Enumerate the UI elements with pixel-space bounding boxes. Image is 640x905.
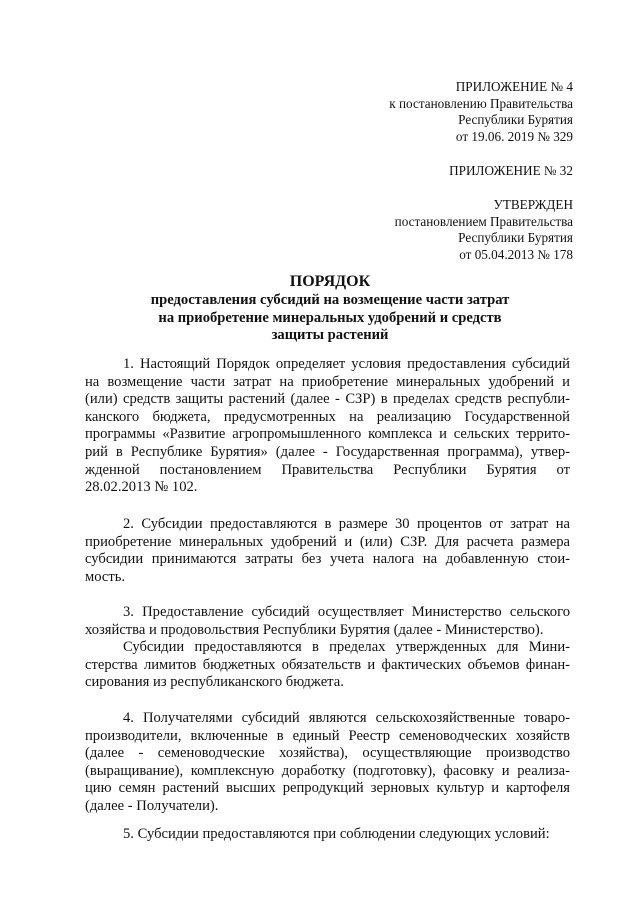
text-line: цию семян растений высших репродукций зерновых культур и картофеля (85, 780, 570, 797)
text-line: 2. Субсидии предоставляются в размере 30 процентов от затрат на (123, 516, 570, 532)
text-line: на возмещение части затрат на приобретение минеральных удобрений и (85, 373, 570, 390)
paragraph-3b (85, 639, 570, 692)
text-line: программы «Развитие агропромышленного комплекса и сельских террито- (85, 426, 570, 443)
text-line: 28.02.2013 № 102. (85, 479, 198, 496)
text-line: Субсидии предоставляются в пределах утвержденных для Мини- (123, 639, 570, 655)
approved-line: от 05.04.2013 № 178 (459, 246, 573, 262)
paragraph-4 (85, 710, 570, 816)
appendix-4-line: Республики Бурятия (458, 112, 573, 127)
appendix-4-line: ПРИЛОЖЕНИЕ № 4 (455, 79, 573, 94)
subtitle-line: предоставления субсидий на возмещение части затрат (150, 292, 510, 308)
text-line: сирования из республиканского бюджета. (85, 674, 344, 691)
text-line: 3. Предоставление субсидий осуществляет Министерство сельского (123, 604, 570, 620)
text-line: жденной постановлением Правительства Республики Бурятия от (85, 461, 570, 478)
document-title: ПОРЯДОК (289, 273, 371, 290)
approved-line: УТВЕРЖДЕН (493, 197, 573, 212)
paragraph-3 (85, 604, 570, 639)
document-subtitle (90, 292, 570, 345)
appendix-4-line: к постановлению Правительства (389, 95, 573, 111)
text-line: (далее - Получатели). (85, 797, 219, 814)
text-line: (выращивание), комплексную доработку (подготовку), фасовку и реализа- (85, 762, 570, 779)
text-line: 4. Получателями субсидий являются сельскохозяйственные товаро- (123, 710, 570, 726)
text-line: канского бюджета, предусмотренных на реализацию Государственной (85, 408, 570, 425)
text-line: рий в Республике Бурятия» (далее - Государственная программа), утвер- (85, 443, 570, 460)
text-line: хозяйства и продовольствия Республики Бурятия (далее - Министерство). (85, 621, 544, 638)
text-line: 1. Настоящий Порядок определяет условия предоставления субсидий (123, 356, 570, 372)
text-line: субсидии принимаются затраты без учета налога на добавленную стои- (85, 551, 570, 568)
text-line: (или) средств защиты растений (далее - СЗР) в пределах средств республи- (85, 391, 570, 408)
paragraph-1 (85, 356, 570, 497)
paragraph-2 (85, 516, 570, 586)
text-line: мость. (85, 568, 126, 585)
appendix-4-line: от 19.06. 2019 № 329 (455, 128, 573, 144)
appendix-32-header (449, 163, 573, 180)
approved-line: Республики Бурятия (458, 230, 573, 245)
text-line: (далее - семеноводческие хозяйства), осуществляющие производство (85, 745, 570, 762)
subtitle-line: на приобретение минеральных удобрений и средств (158, 309, 502, 326)
paragraph-5 (85, 826, 570, 844)
text-line: стерства лимитов бюджетных обязательств и фактических объемов финан- (85, 656, 570, 673)
text-line: производители, включенные в единый Реестр семеноводческих хозяйств (85, 727, 570, 744)
approved-header (395, 197, 573, 263)
subtitle-line: защиты растений (271, 327, 389, 343)
text-line: 5. Субсидии предоставляются при соблюдении следующих условий: (123, 826, 550, 842)
text-line: приобретение минеральных удобрений и (или) СЗР. Для расчета размера (85, 533, 570, 550)
appendix-4-header (389, 79, 573, 145)
appendix-32-line: ПРИЛОЖЕНИЕ № 32 (449, 163, 573, 178)
approved-line: постановлением Правительства (394, 213, 573, 229)
